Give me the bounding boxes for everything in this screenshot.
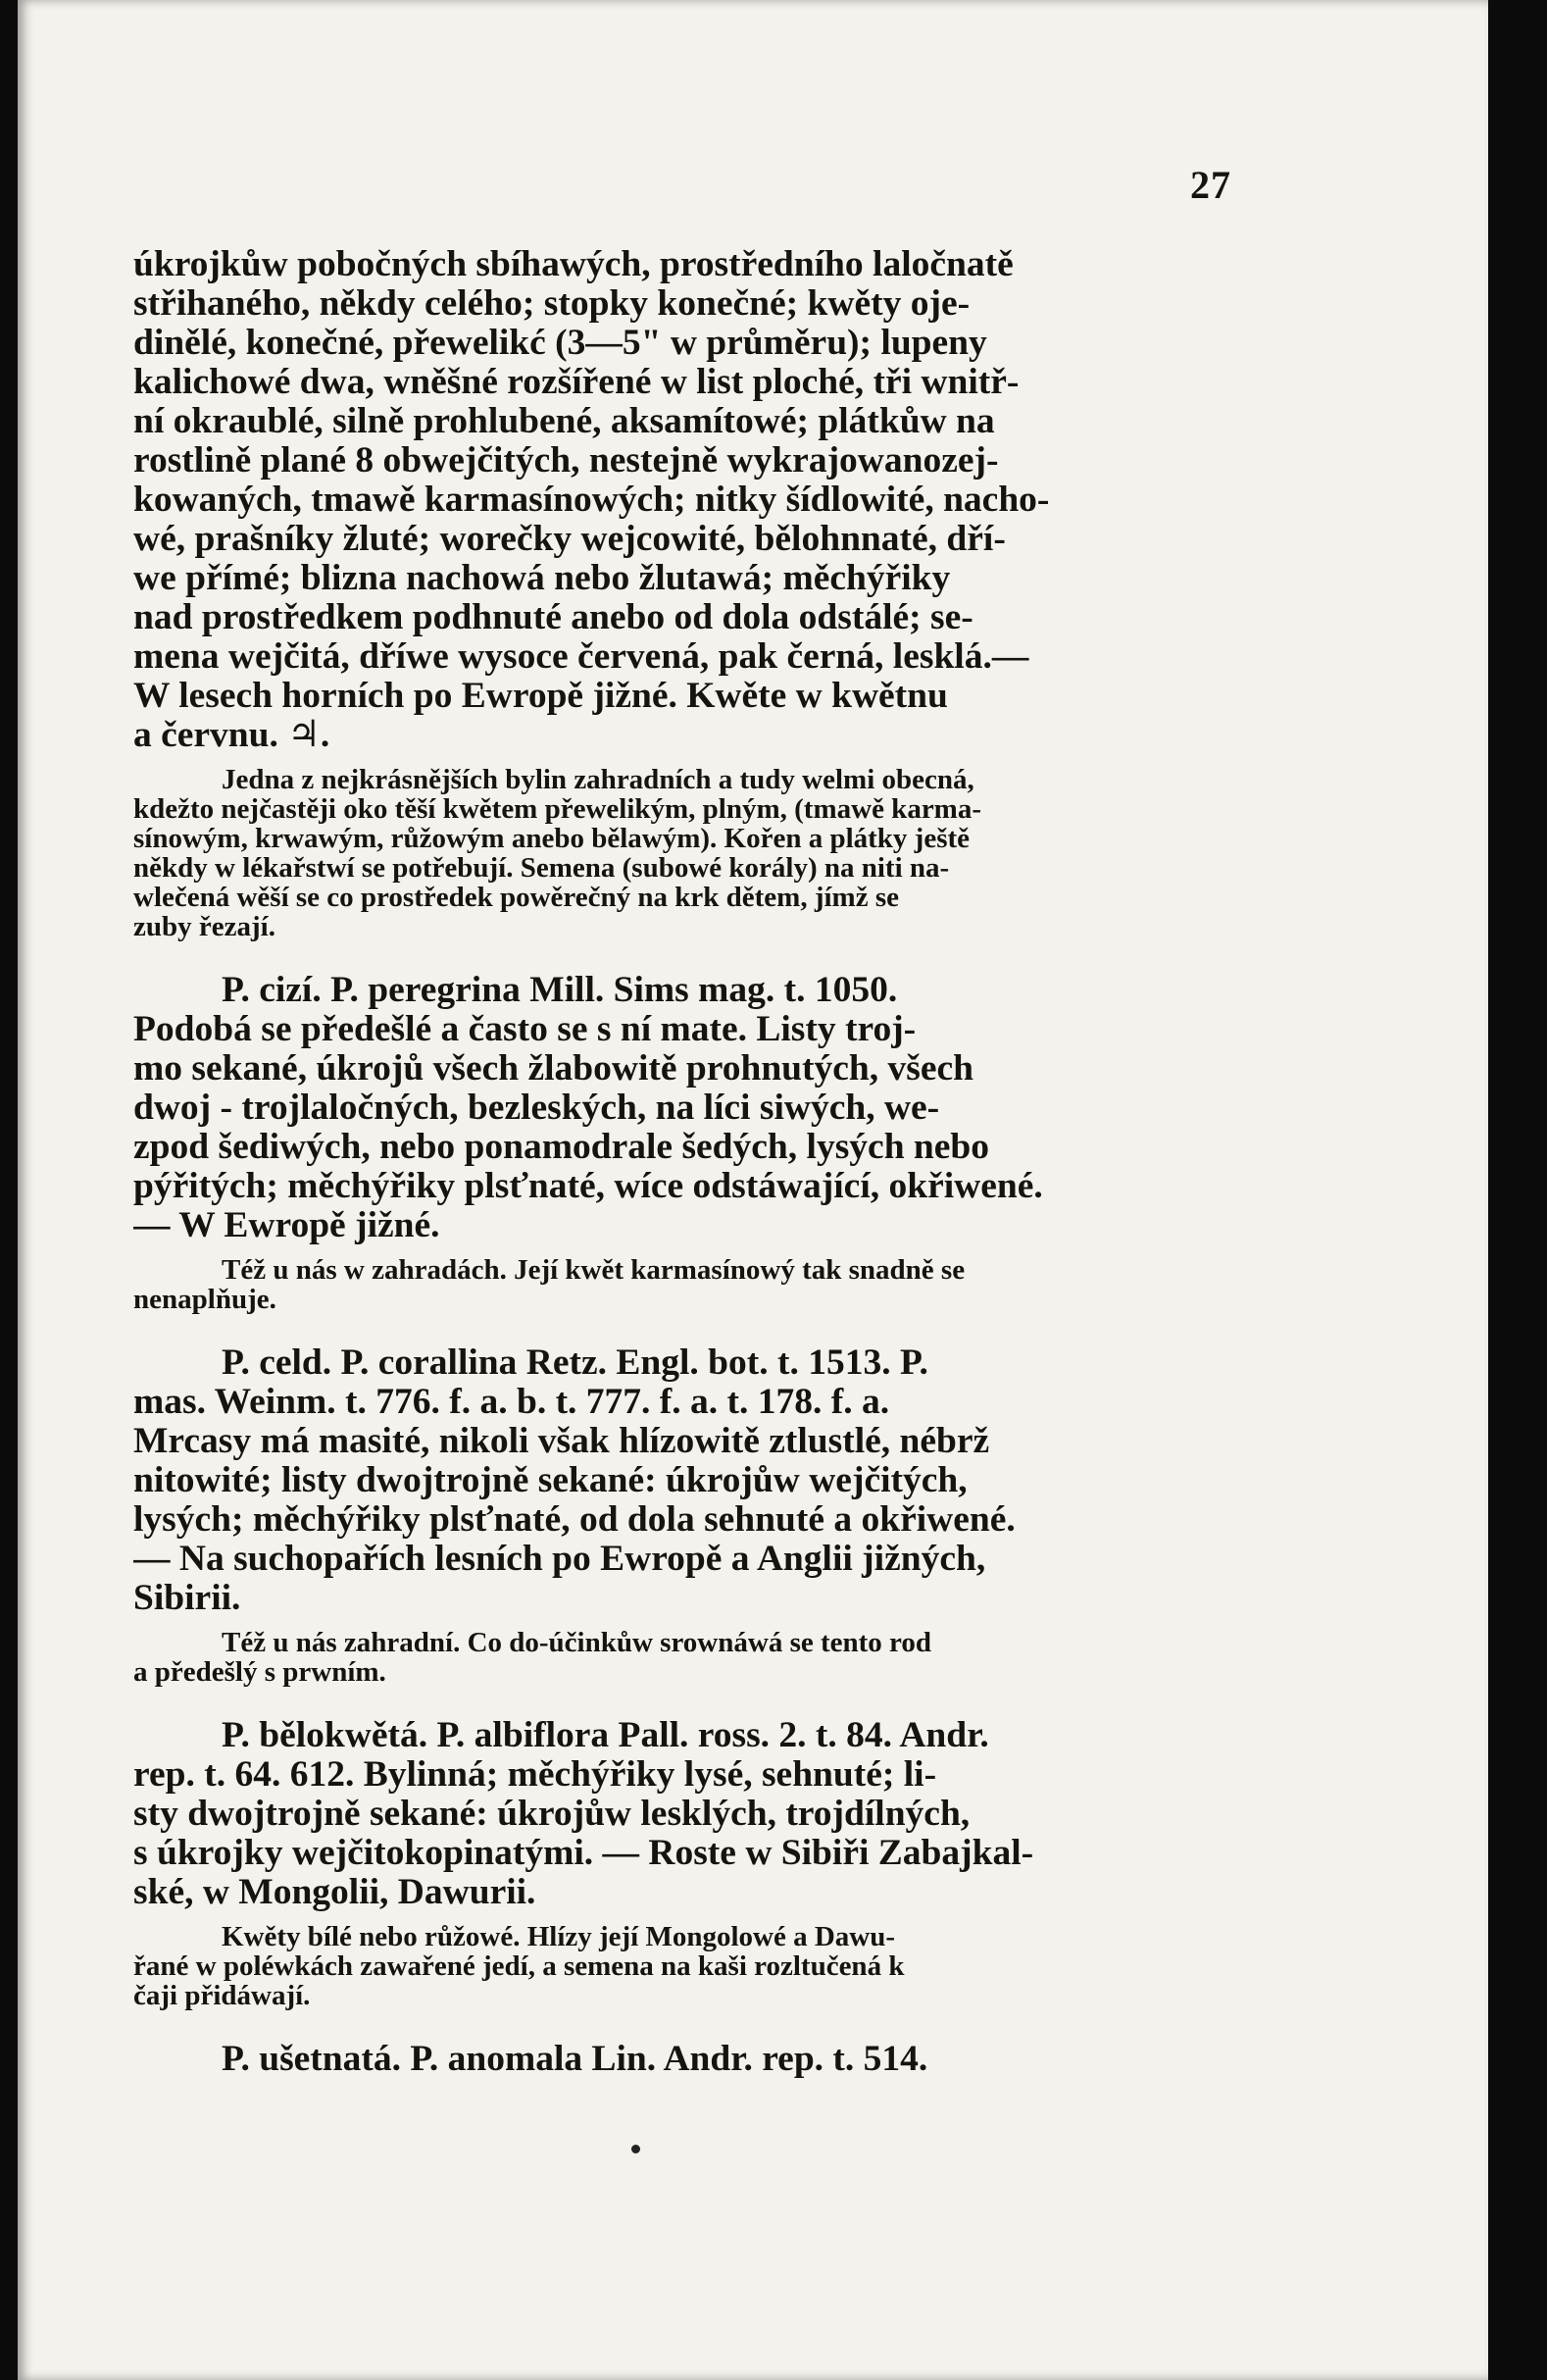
text-line: ní okraublé, silně prohlubené, aksamítowé; plátkůw na <box>133 402 995 441</box>
text-line: dinělé, konečné, přewelikć (3—5" w průměru); lupeny <box>133 324 987 363</box>
note-line: Kwěty bílé nebo růžowé. Hlízy její Mongolowé a Dawu- <box>222 1922 896 1951</box>
note-line: Též u nás zahradní. Co do-účinkůw srownáwá se tento rod <box>222 1628 932 1657</box>
text-line: W lesech horních po Ewropě jižné. Kwěte w kwětnu <box>133 677 948 716</box>
note-line: zuby řezají. <box>133 912 275 941</box>
text-line: ské, w Mongolii, Dawurii. <box>133 1873 536 1912</box>
text-line: we přímé; blizna nachowá nebo žlutawá; měchýřiky <box>133 559 951 598</box>
note-line: Jedna z nejkrásnějších bylin zahradních a tudy welmi obecná, <box>222 765 974 794</box>
entry-paeonia-peregrina <box>133 971 1231 1245</box>
text-line: úkrojkůw pobočných sbíhawých, prostředního laločnatě <box>133 245 1014 284</box>
note-paeonia-uses <box>133 765 1231 941</box>
page-text <box>133 245 1231 2079</box>
note-line: nenaplňuje. <box>133 1285 276 1314</box>
text-line: mo sekané, úkrojů všech žlabowitě prohnutých, všech <box>133 1049 974 1089</box>
entry-paeonia-anomala <box>133 2040 1231 2079</box>
text-line: nad prostředkem podhnuté anebo od dola odstálé; se- <box>133 598 973 637</box>
text-line: Mrcasy má masité, nikoli však hlízowitě ztlustlé, nébrž <box>133 1422 990 1461</box>
print-speck <box>631 2145 640 2153</box>
note-peregrina <box>133 1255 1231 1314</box>
note-albiflora <box>133 1922 1231 2010</box>
note-line: Též u nás w zahradách. Její kwět karmasínowý tak snadně se <box>222 1255 966 1285</box>
paragraph-paeonia-description <box>133 245 1231 755</box>
text-line: rostlině plané 8 obwejčitých, nestejně wykrajowanozej- <box>133 441 999 481</box>
note-line: čaji přidáwají. <box>133 1981 311 2010</box>
note-line: a předešlý s prwním. <box>133 1657 386 1687</box>
text-line: lysých; měchýřiky plsťnaté, od dola sehnuté a okřiwené. <box>133 1500 1016 1540</box>
text-line: sty dwojtrojně sekané: úkrojůw lesklých, trojdílných, <box>133 1795 971 1834</box>
entry-paeonia-albiflora <box>133 1716 1231 1912</box>
text-line: zpod šediwých, nebo ponamodrale šedých, lysých nebo <box>133 1128 990 1167</box>
entry-heading: P. ušetnatá. P. anomala Lin. Andr. rep. t. 514. <box>222 2040 928 2079</box>
text-line: Sibirii. <box>133 1579 241 1618</box>
note-line: někdy w lékařstwí se potřebují. Semena (subowé korály) na niti na- <box>133 853 950 883</box>
text-line: mena wejčitá, dříwe wysoce červená, pak černá, lesklá.— <box>133 637 1029 677</box>
text-line: mas. Weinm. t. 776. f. a. b. t. 777. f. a. t. 178. f. a. <box>133 1383 890 1422</box>
entry-heading: P. bělokwětá. P. albiflora Pall. ross. 2. t. 84. Andr. <box>222 1716 989 1755</box>
text-line: rep. t. 64. 612. Bylinná; měchýřiky lysé, sehnuté; li- <box>133 1755 937 1795</box>
page-number: 27 <box>1190 163 1231 207</box>
entry-heading: P. cizí. P. peregrina Mill. Sims mag. t. 1050. <box>222 971 898 1010</box>
text-line: střihaného, někdy celého; stopky konečné; kwěty oje- <box>133 284 971 324</box>
text-line: s úkrojky wejčitokopinatými. — Roste w Sibiři Zabajkal- <box>133 1834 1034 1873</box>
text-line: pýřitých; měchýřiky plsťnaté, wíce odstáwající, okřiwené. <box>133 1167 1043 1206</box>
note-corallina <box>133 1628 1231 1687</box>
text-line: — Na suchopařích lesních po Ewropě a Anglii jižných, <box>133 1540 986 1579</box>
note-line: řané w poléwkách zawařené jedí, a semena na kaši rozltučená k <box>133 1951 905 1981</box>
text-line: wé, prašníky žluté; worečky wejcowité, bělohnnaté, dří- <box>133 520 1006 559</box>
note-line: sínowým, krwawým, růžowým anebo bělawým). Kořen a plátky ještě <box>133 824 971 853</box>
book-page <box>18 0 1488 2380</box>
text-line: dwoj - trojlaločných, bezleských, na líci siwých, we- <box>133 1089 940 1128</box>
text-line: Podobá se předešlé a často se s ní mate. Listy troj- <box>133 1010 917 1049</box>
note-line: kdežto nejčastěji oko těší kwětem přewelikým, plným, (tmawě karma- <box>133 794 982 824</box>
text-line: kowaných, tmawě karmasínowých; nitky šídlowité, nacho- <box>133 481 1050 520</box>
entry-paeonia-corallina <box>133 1343 1231 1618</box>
text-line: — W Ewropě jižné. <box>133 1206 440 1245</box>
text-line: a červnu. ♃. <box>133 716 330 755</box>
entry-heading: P. celd. P. corallina Retz. Engl. bot. t. 1513. P. <box>222 1343 928 1383</box>
text-line: kalichowé dwa, wněšné rozšířené w list ploché, tři wnitř- <box>133 363 1020 402</box>
note-line: wlečená wěší se co prostředek powěrečný na krk dětem, jímž se <box>133 883 899 912</box>
text-line: nitowité; listy dwojtrojně sekané: úkrojůw wejčitých, <box>133 1461 968 1500</box>
